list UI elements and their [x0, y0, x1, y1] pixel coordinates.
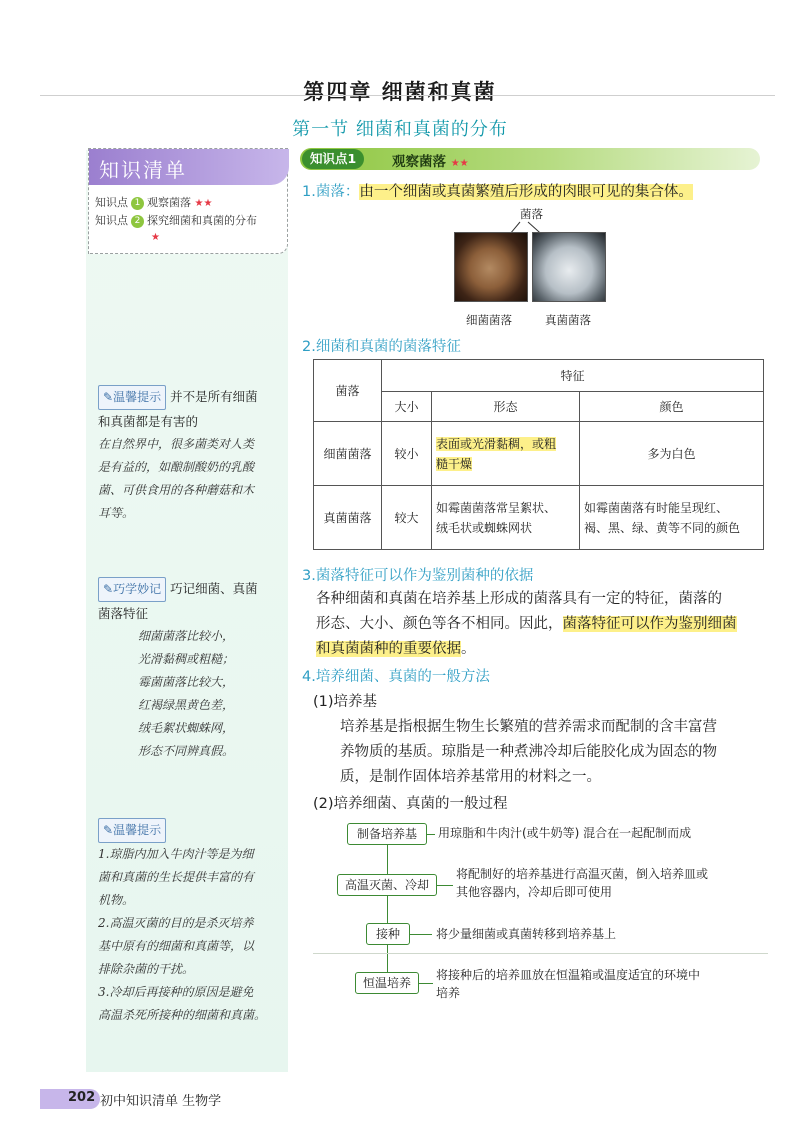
lightbulb-icon: ✎: [103, 390, 114, 404]
subheading-process: (2)培养细菌、真菌的一般过程: [313, 796, 508, 812]
tip-body-line: 耳等。: [98, 506, 135, 520]
tip-body-line: 1.琼脂内加入牛肉汁等是为细: [98, 847, 254, 861]
table-subheader: 形态: [432, 392, 580, 422]
tip-body-line: 2.高温灭菌的目的是杀灭培养: [98, 916, 254, 930]
caption-bacterial: 细菌菌落: [466, 313, 512, 327]
knowledge-list-title: 知识清单: [99, 158, 187, 182]
knowledge-list-item-1: [95, 194, 212, 210]
table-cell: 较小: [382, 422, 432, 486]
tip-body-line: 在自然界中，很多菌类对人类: [98, 437, 255, 451]
knowledge-list-item-2-stars: [151, 230, 160, 243]
poem-line: 细菌菌落比较小，: [138, 629, 235, 643]
tip-title-cont: 菌落特征: [98, 606, 149, 621]
knowledge-point-title: 观察菌落 ★★: [392, 154, 469, 170]
item-prefix: 知识点: [95, 214, 128, 227]
flow-step-prepare: 制备培养基: [347, 823, 427, 845]
tip-title: 并不是所有细菌: [170, 389, 258, 404]
chapter-divider: [40, 95, 775, 96]
table-cell: 真菌菌落: [314, 486, 382, 550]
flow-desc: 将接种后的培养皿放在恒温箱或温度适宜的环境中 培养: [436, 968, 701, 1000]
flow-desc: 用琼脂和牛肉汁(或牛奶等) 混合在一起配制而成: [438, 826, 692, 840]
tip-label: ✎巧学妙记: [98, 577, 166, 602]
tip-label: ✎温馨提示: [98, 385, 166, 410]
table-cell: 较大: [382, 486, 432, 550]
number-badge: 1: [131, 197, 144, 210]
flow-step-incubate: 恒温培养: [355, 972, 419, 994]
section-3-paragraph: 各种细菌和真菌在培养基上形成的菌落具有一定的特征，菌落的 形态、大小、颜色等各不相同。因此，菌落特征可以作为鉴别细菌 和真菌菌种的重要依据。: [316, 591, 737, 657]
tip-body-line: 机物。: [98, 893, 135, 907]
table-cell: 如霉菌菌落有时能呈现红、 褐、黑、绿、黄等不同的颜色: [580, 486, 764, 550]
tip-not-all-harmful: [98, 385, 283, 525]
star-icon: ★: [151, 232, 160, 243]
tip-body-line: 排除杂菌的干扰。: [98, 962, 195, 976]
colony-feature-table: [313, 359, 764, 550]
poem-line: 红褐绿黑黄色差，: [138, 698, 235, 712]
chapter-title: 第四章 细菌和真菌: [303, 80, 497, 104]
number-badge: 2: [131, 215, 144, 228]
flow-connector: [387, 833, 388, 981]
colony-definition: 1.菌落：由一个细菌或真菌繁殖后形成的肉眼可见的集合体。: [302, 184, 693, 200]
table-header-colony: 菌落: [314, 360, 382, 422]
table-cell: 细菌菌落: [314, 422, 382, 486]
figure-label-colony: 菌落: [520, 207, 543, 221]
flow-desc: 将配制好的培养基进行高温灭菌，倒入培养皿或 其他容器内，冷却后即可使用: [456, 867, 709, 899]
table-row: [314, 486, 764, 550]
table-cell: 多为白色: [580, 422, 764, 486]
table-cell: 表面或光滑黏稠，或粗 糙干燥: [432, 422, 580, 486]
flow-step-inoculate: 接种: [366, 923, 410, 945]
poem-line: 霉菌菌落比较大，: [138, 675, 235, 689]
table-header-feature: 特征: [382, 360, 764, 392]
divider: [313, 953, 768, 954]
fungal-colony-photo: [532, 232, 606, 302]
page-number: 202: [68, 1090, 96, 1105]
knowledge-point-tag: 知识点1: [302, 149, 364, 169]
table-cell: 如霉菌菌落常呈絮状、 绒毛状或蜘蛛网状: [432, 486, 580, 550]
item-prefix: 知识点: [95, 196, 128, 209]
tip-culture-notes: [98, 818, 283, 1027]
tip-body-line: 高温杀死所接种的细菌和真菌。: [98, 1008, 267, 1022]
footer-book-title: 初中知识清单 生物学: [100, 1094, 222, 1109]
section-2-heading: 2.细菌和真菌的菌落特征: [302, 339, 461, 355]
knowledge-list-header: [89, 149, 289, 185]
tip-body-line: 是有益的，如酿制酸奶的乳酸: [98, 460, 255, 474]
section-4-heading: 4.培养细菌、真菌的一般方法: [302, 669, 490, 685]
lightbulb-icon: ✎: [103, 582, 114, 596]
knowledge-point-bar: [300, 148, 760, 170]
star-icon: ★★: [450, 158, 469, 169]
table-subheader: 颜色: [580, 392, 764, 422]
table-subheader: 大小: [382, 392, 432, 422]
tip-label: ✎温馨提示: [98, 818, 166, 843]
tip-title: 巧记细菌、真菌: [170, 581, 258, 596]
knowledge-list-card: [88, 148, 288, 254]
table-row: [314, 422, 764, 486]
flow-desc: 将少量细菌或真菌转移到培养基上: [436, 927, 617, 941]
poem-line: 形态不同辨真假。: [138, 744, 235, 758]
star-icon: ★★: [194, 198, 213, 209]
caption-fungal: 真菌菌落: [545, 313, 591, 327]
highlighted-definition: 由一个细菌或真菌繁殖后形成的肉眼可见的集合体。: [359, 184, 693, 200]
tip-title-cont: 和真菌都是有害的: [98, 414, 199, 429]
flow-step-sterilize: 高温灭菌、冷却: [337, 874, 437, 896]
medium-paragraph: 培养基是指根据生物生长繁殖的营养需求而配制的含丰富营 养物质的基质。琼脂是一种煮沸冷却后能胶化成为固态的物 质，是制作固体培养基常用的材料之一。: [340, 719, 717, 785]
tip-mnemonic: [98, 577, 283, 763]
subheading-medium: (1)培养基: [313, 694, 378, 710]
tip-body-line: 基中原有的细菌和真菌等，以: [98, 939, 255, 953]
item-text: 观察菌落: [147, 196, 191, 209]
lightbulb-icon: ✎: [103, 823, 114, 837]
section-3-heading: 3.菌落特征可以作为鉴别菌种的依据: [302, 568, 534, 584]
item-text: 探究细菌和真菌的分布: [147, 214, 257, 227]
section-title: 第一节 细菌和真菌的分布: [292, 119, 508, 140]
bacterial-colony-photo: [454, 232, 528, 302]
tip-body-line: 3.冷却后再接种的原因是避免: [98, 985, 254, 999]
tip-body-line: 菌、可供食用的各种蘑菇和木: [98, 483, 255, 497]
knowledge-list-item-2: [95, 212, 257, 228]
poem-line: 光滑黏稠或粗糙；: [138, 652, 235, 666]
poem-line: 绒毛絮状蜘蛛网，: [138, 721, 235, 735]
tip-body-line: 菌和真菌的生长提供丰富的有: [98, 870, 255, 884]
